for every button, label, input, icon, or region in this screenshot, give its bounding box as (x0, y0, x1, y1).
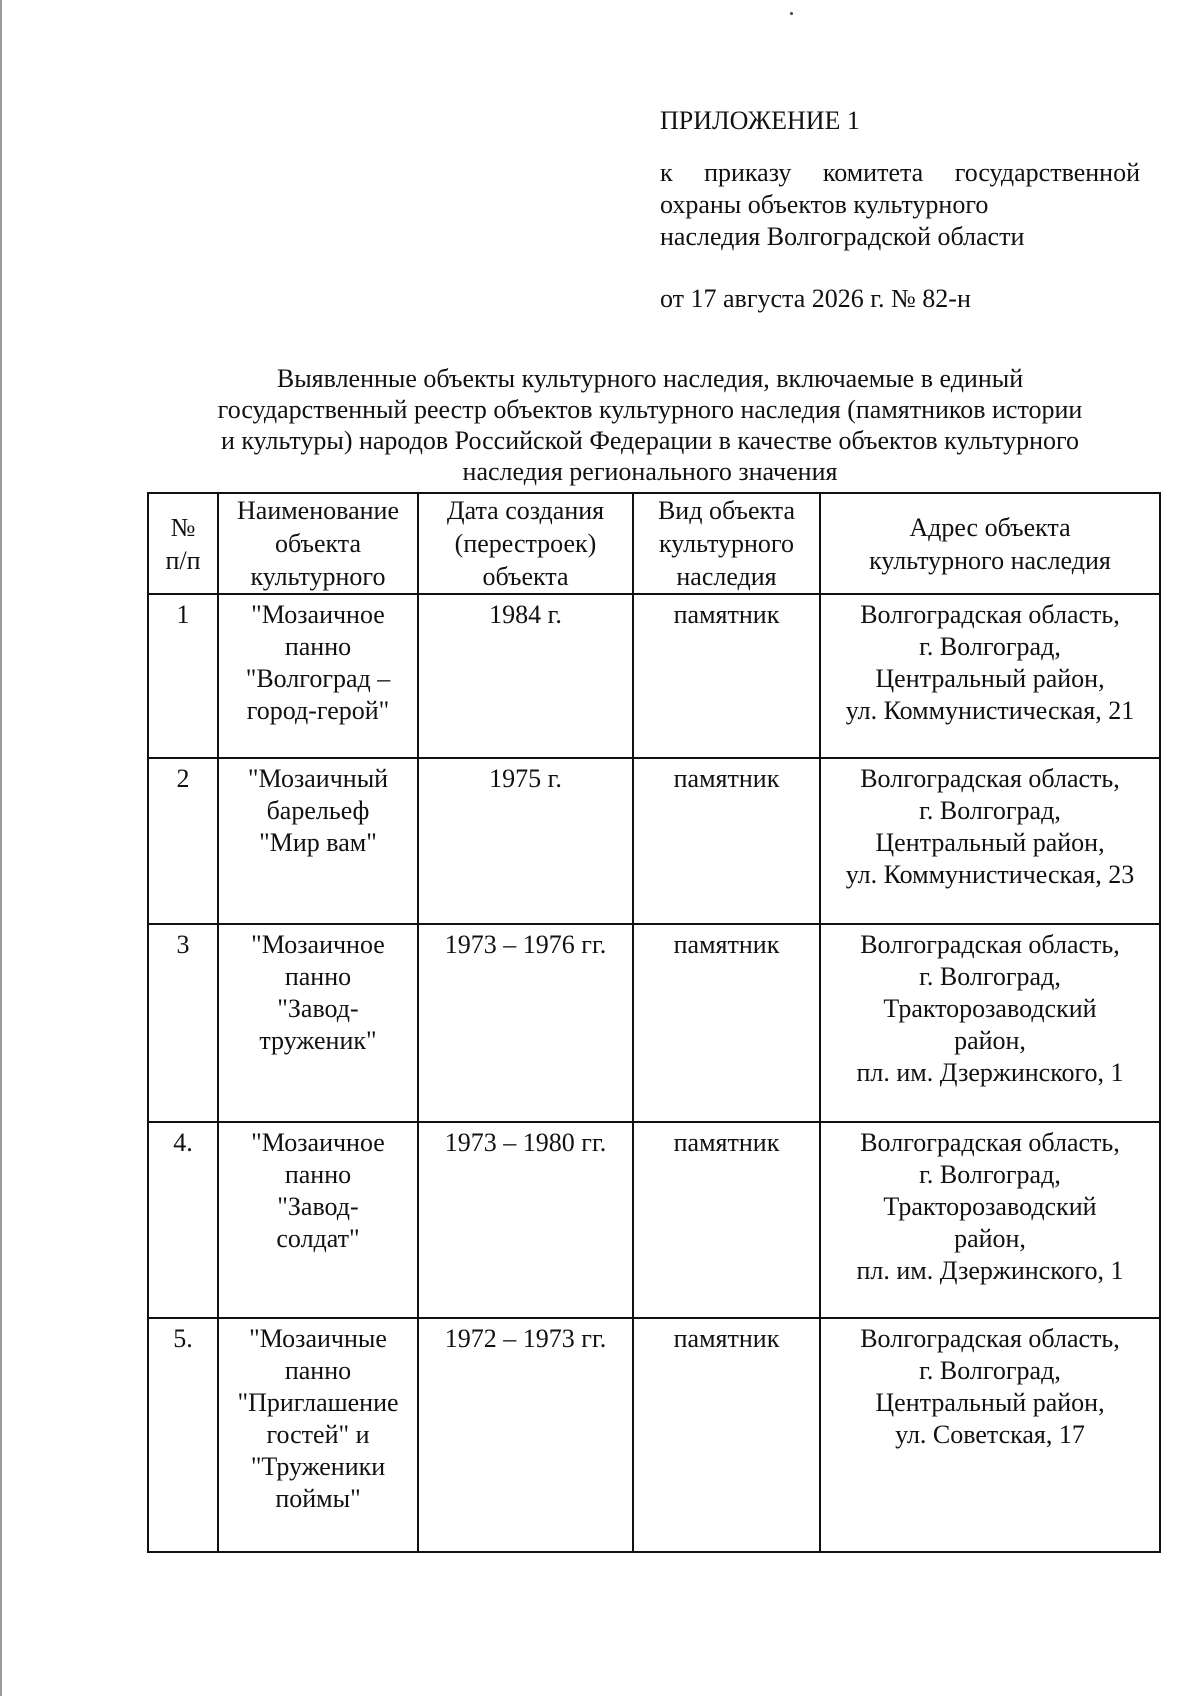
header-name: Наименование объекта культурного (218, 493, 418, 594)
cell-kind: памятник (633, 924, 820, 1122)
cell-address: Волгоградская область, г. Волгоград, Центральный район, ул. Коммунистическая, 21 (820, 594, 1160, 758)
cell-number: 2 (148, 758, 218, 924)
heritage-objects-table (147, 492, 1161, 1553)
document-title: Выявленные объекты культурного наследия, включаемые в единый государственный реестр объектов культурного наследия (памятников истории и культуры) народов Российской Федерации в качестве объектов культурного наследия регионального значения (217, 364, 1083, 486)
cell-number: 5. (148, 1318, 218, 1552)
cell-kind: памятник (633, 1122, 820, 1318)
header-number: № п/п (148, 493, 218, 594)
appendix-basis-rest: охраны объектов культурного наследия Волгоградской области (660, 190, 1025, 251)
header-date: Дата создания (перестроек) объекта (418, 493, 633, 594)
cell-address: Волгоградская область, г. Волгоград, Центральный район, ул. Коммунистическая, 23 (820, 758, 1160, 924)
cell-name: "Мозаичные панно "Приглашение гостей" и "Труженики поймы" (218, 1318, 418, 1552)
cell-date: 1973 – 1976 гг. (418, 924, 633, 1122)
cell-address: Волгоградская область, г. Волгоград, Тракторозаводский район, пл. им. Дзержинского, 1 (820, 1122, 1160, 1318)
cell-number: 4. (148, 1122, 218, 1318)
cell-name: "Мозаичный барельеф "Мир вам" (218, 758, 418, 924)
cell-name: "Мозаичное панно "Завод- солдат" (218, 1122, 418, 1318)
cell-kind: памятник (633, 594, 820, 758)
cell-date: 1972 – 1973 гг. (418, 1318, 633, 1552)
cell-date: 1975 г. (418, 758, 633, 924)
cell-number: 1 (148, 594, 218, 758)
appendix-basis (660, 157, 1140, 253)
appendix-basis-first-line: к приказу комитета государственной (660, 158, 1140, 187)
table-row (148, 924, 1160, 1122)
scan-dot-mark (790, 12, 793, 15)
cell-date: 1984 г. (418, 594, 633, 758)
appendix-title: ПРИЛОЖЕНИЕ 1 (660, 106, 860, 135)
cell-number: 3 (148, 924, 218, 1122)
cell-name: "Мозаичное панно "Завод- труженик" (218, 924, 418, 1122)
header-kind: Вид объекта культурного наследия (633, 493, 820, 594)
table-row (148, 1318, 1160, 1552)
cell-name: "Мозаичное панно "Волгоград – город-герой" (218, 594, 418, 758)
header-address: Адрес объекта культурного наследия (820, 493, 1160, 594)
table-row (148, 594, 1160, 758)
cell-kind: памятник (633, 1318, 820, 1552)
appendix-block (660, 105, 1140, 341)
appendix-date: от 17 августа 2026 г. № 82-н (660, 284, 971, 313)
cell-kind: памятник (633, 758, 820, 924)
scan-edge-mark (0, 0, 2, 1696)
table-row (148, 1122, 1160, 1318)
cell-address: Волгоградская область, г. Волгоград, Тракторозаводский район, пл. им. Дзержинского, 1 (820, 924, 1160, 1122)
table-header-row (148, 493, 1160, 594)
cell-date: 1973 – 1980 гг. (418, 1122, 633, 1318)
cell-address: Волгоградская область, г. Волгоград, Центральный район, ул. Советская, 17 (820, 1318, 1160, 1552)
table-row (148, 758, 1160, 924)
